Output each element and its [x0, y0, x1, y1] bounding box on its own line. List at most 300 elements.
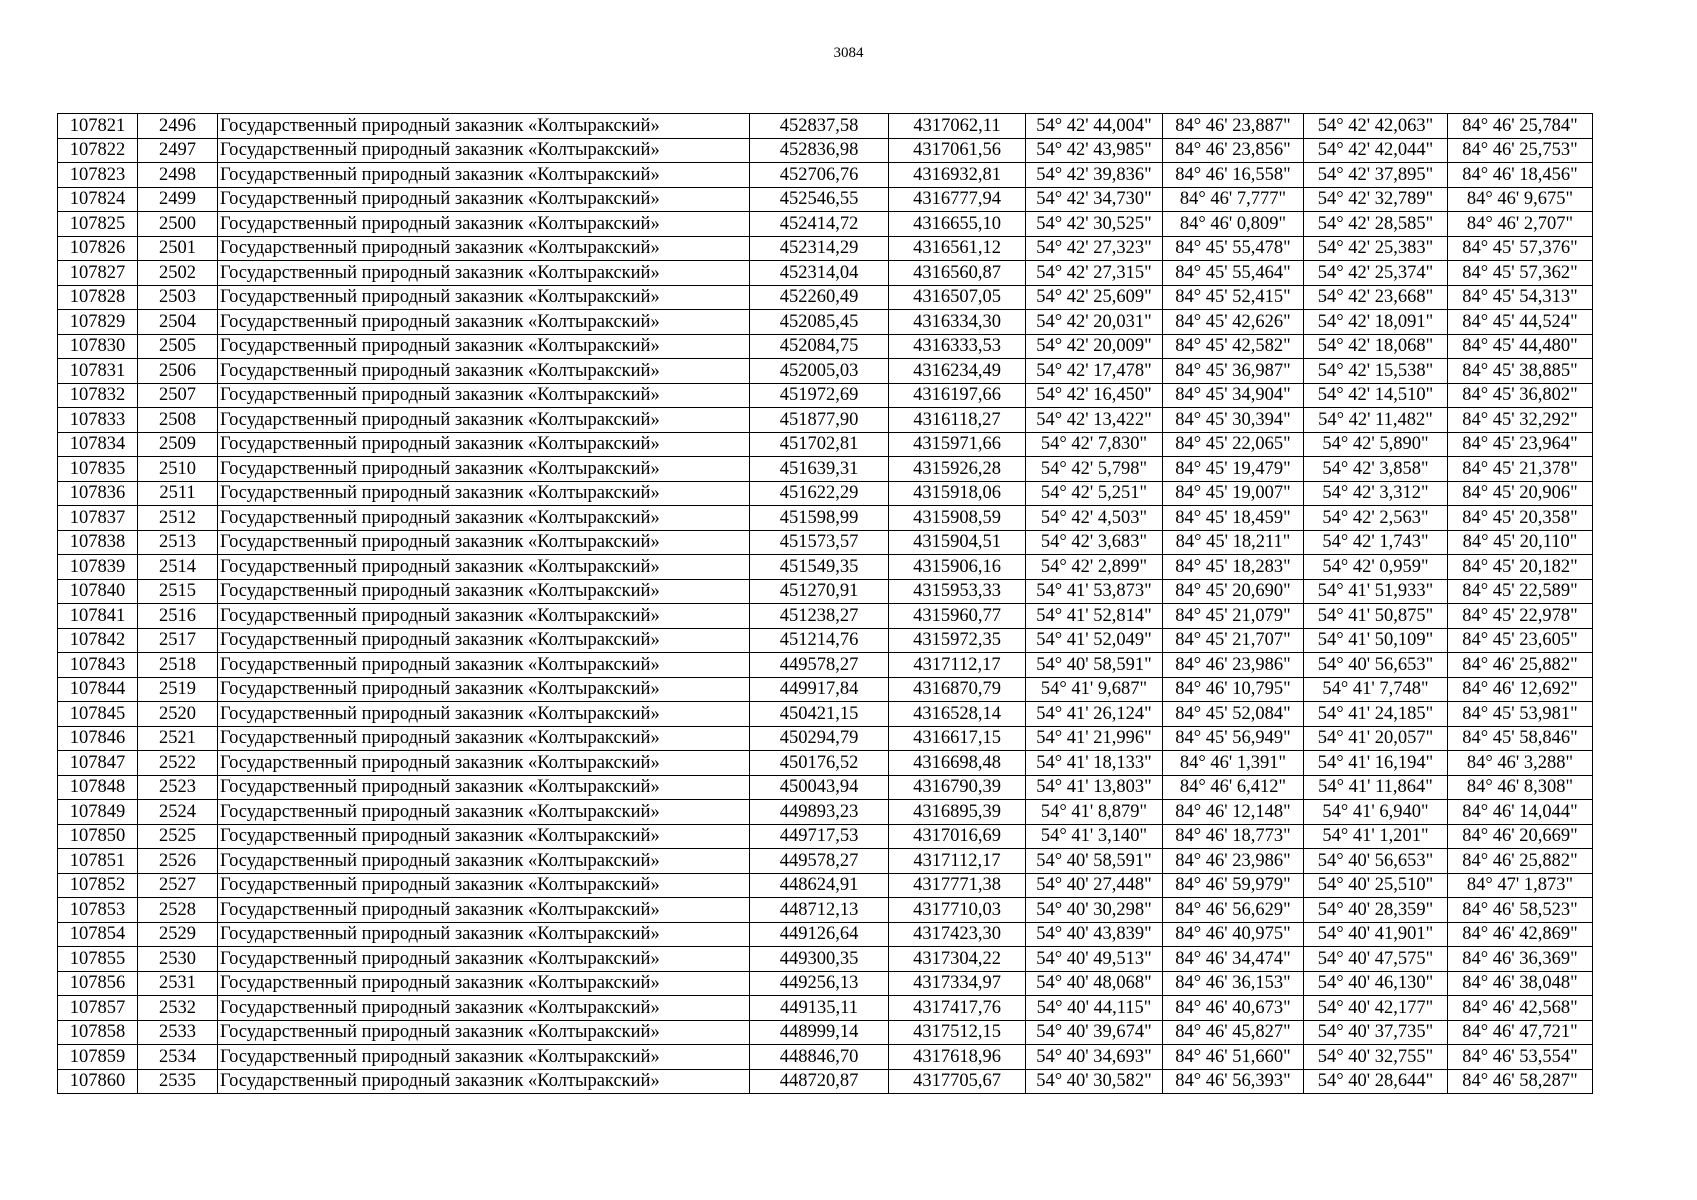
- y-coordinate-cell: 4317334,97: [889, 971, 1026, 996]
- latitude-2-cell: 54° 42' 15,538": [1304, 359, 1448, 384]
- x-coordinate-cell: 452085,45: [750, 310, 889, 335]
- record-id-cell: 107849: [58, 800, 138, 825]
- area-name-cell: Государственный природный заказник «Колтыракский»: [218, 1069, 750, 1094]
- latitude-2-cell: 54° 41' 24,185": [1304, 702, 1448, 727]
- latitude-2-cell: 54° 40' 28,359": [1304, 898, 1448, 923]
- x-coordinate-cell: 449717,53: [750, 824, 889, 849]
- area-name-cell: Государственный природный заказник «Колтыракский»: [218, 751, 750, 776]
- point-number-cell: 2514: [138, 555, 218, 580]
- table-row: [58, 236, 1593, 261]
- x-coordinate-cell: 451702,81: [750, 432, 889, 457]
- y-coordinate-cell: 4316234,49: [889, 359, 1026, 384]
- longitude-1-cell: 84° 46' 6,412": [1163, 775, 1304, 800]
- longitude-2-cell: 84° 45' 20,358": [1448, 506, 1593, 531]
- table-row: [58, 383, 1593, 408]
- x-coordinate-cell: 449578,27: [750, 653, 889, 678]
- record-id-cell: 107842: [58, 628, 138, 653]
- latitude-1-cell: 54° 42' 39,836": [1026, 163, 1163, 188]
- latitude-2-cell: 54° 40' 56,653": [1304, 849, 1448, 874]
- latitude-1-cell: 54° 41' 52,814": [1026, 604, 1163, 629]
- point-number-cell: 2522: [138, 751, 218, 776]
- longitude-1-cell: 84° 46' 10,795": [1163, 677, 1304, 702]
- longitude-1-cell: 84° 46' 34,474": [1163, 947, 1304, 972]
- longitude-2-cell: 84° 45' 53,981": [1448, 702, 1593, 727]
- record-id-cell: 107838: [58, 530, 138, 555]
- longitude-2-cell: 84° 45' 36,802": [1448, 383, 1593, 408]
- longitude-2-cell: 84° 45' 20,110": [1448, 530, 1593, 555]
- y-coordinate-cell: 4316507,05: [889, 285, 1026, 310]
- record-id-cell: 107860: [58, 1069, 138, 1094]
- point-number-cell: 2505: [138, 334, 218, 359]
- longitude-1-cell: 84° 45' 18,459": [1163, 506, 1304, 531]
- longitude-1-cell: 84° 45' 18,211": [1163, 530, 1304, 555]
- point-number-cell: 2525: [138, 824, 218, 849]
- longitude-2-cell: 84° 45' 44,480": [1448, 334, 1593, 359]
- longitude-1-cell: 84° 45' 52,415": [1163, 285, 1304, 310]
- y-coordinate-cell: 4316655,10: [889, 212, 1026, 237]
- longitude-1-cell: 84° 45' 52,084": [1163, 702, 1304, 727]
- coordinates-table: [57, 113, 1593, 1094]
- y-coordinate-cell: 4317512,15: [889, 1020, 1026, 1045]
- point-number-cell: 2529: [138, 922, 218, 947]
- table-row: [58, 898, 1593, 923]
- area-name-cell: Государственный природный заказник «Колтыракский»: [218, 187, 750, 212]
- y-coordinate-cell: 4316777,94: [889, 187, 1026, 212]
- x-coordinate-cell: 452005,03: [750, 359, 889, 384]
- table-row: [58, 555, 1593, 580]
- latitude-2-cell: 54° 41' 50,875": [1304, 604, 1448, 629]
- table-row: [58, 187, 1593, 212]
- latitude-2-cell: 54° 42' 3,312": [1304, 481, 1448, 506]
- y-coordinate-cell: 4315953,33: [889, 579, 1026, 604]
- y-coordinate-cell: 4315972,35: [889, 628, 1026, 653]
- x-coordinate-cell: 449893,23: [750, 800, 889, 825]
- longitude-2-cell: 84° 46' 58,523": [1448, 898, 1593, 923]
- point-number-cell: 2504: [138, 310, 218, 335]
- latitude-1-cell: 54° 40' 30,582": [1026, 1069, 1163, 1094]
- x-coordinate-cell: 451877,90: [750, 408, 889, 433]
- longitude-1-cell: 84° 46' 23,887": [1163, 114, 1304, 139]
- table-row: [58, 702, 1593, 727]
- point-number-cell: 2516: [138, 604, 218, 629]
- table-row: [58, 138, 1593, 163]
- longitude-2-cell: 84° 46' 58,287": [1448, 1069, 1593, 1094]
- longitude-2-cell: 84° 45' 20,182": [1448, 555, 1593, 580]
- y-coordinate-cell: 4317771,38: [889, 873, 1026, 898]
- latitude-1-cell: 54° 42' 44,004": [1026, 114, 1163, 139]
- point-number-cell: 2499: [138, 187, 218, 212]
- longitude-2-cell: 84° 45' 23,605": [1448, 628, 1593, 653]
- table-row: [58, 751, 1593, 776]
- x-coordinate-cell: 452546,55: [750, 187, 889, 212]
- table-row: [58, 481, 1593, 506]
- area-name-cell: Государственный природный заказник «Колтыракский»: [218, 873, 750, 898]
- table-row: [58, 996, 1593, 1021]
- record-id-cell: 107837: [58, 506, 138, 531]
- longitude-1-cell: 84° 45' 18,283": [1163, 555, 1304, 580]
- x-coordinate-cell: 449256,13: [750, 971, 889, 996]
- point-number-cell: 2517: [138, 628, 218, 653]
- table-row: [58, 604, 1593, 629]
- y-coordinate-cell: 4316895,39: [889, 800, 1026, 825]
- point-number-cell: 2496: [138, 114, 218, 139]
- record-id-cell: 107854: [58, 922, 138, 947]
- table-body: [58, 114, 1593, 1094]
- latitude-2-cell: 54° 40' 46,130": [1304, 971, 1448, 996]
- area-name-cell: Государственный природный заказник «Колтыракский»: [218, 261, 750, 286]
- longitude-1-cell: 84° 45' 55,464": [1163, 261, 1304, 286]
- page-number: 3084: [833, 45, 864, 61]
- x-coordinate-cell: 450176,52: [750, 751, 889, 776]
- point-number-cell: 2513: [138, 530, 218, 555]
- latitude-1-cell: 54° 42' 34,730": [1026, 187, 1163, 212]
- point-number-cell: 2527: [138, 873, 218, 898]
- longitude-2-cell: 84° 45' 44,524": [1448, 310, 1593, 335]
- x-coordinate-cell: 452314,29: [750, 236, 889, 261]
- latitude-1-cell: 54° 42' 2,899": [1026, 555, 1163, 580]
- longitude-1-cell: 84° 45' 56,949": [1163, 726, 1304, 751]
- x-coordinate-cell: 452084,75: [750, 334, 889, 359]
- record-id-cell: 107821: [58, 114, 138, 139]
- latitude-2-cell: 54° 42' 14,510": [1304, 383, 1448, 408]
- area-name-cell: Государственный природный заказник «Колтыракский»: [218, 310, 750, 335]
- point-number-cell: 2519: [138, 677, 218, 702]
- longitude-2-cell: 84° 46' 25,882": [1448, 653, 1593, 678]
- point-number-cell: 2515: [138, 579, 218, 604]
- longitude-1-cell: 84° 46' 23,986": [1163, 849, 1304, 874]
- area-name-cell: Государственный природный заказник «Колтыракский»: [218, 114, 750, 139]
- area-name-cell: Государственный природный заказник «Колтыракский»: [218, 800, 750, 825]
- point-number-cell: 2497: [138, 138, 218, 163]
- area-name-cell: Государственный природный заказник «Колтыракский»: [218, 383, 750, 408]
- latitude-2-cell: 54° 40' 25,510": [1304, 873, 1448, 898]
- area-name-cell: Государственный природный заказник «Колтыракский»: [218, 1045, 750, 1070]
- area-name-cell: Государственный природный заказник «Колтыракский»: [218, 996, 750, 1021]
- latitude-1-cell: 54° 41' 9,687": [1026, 677, 1163, 702]
- longitude-2-cell: 84° 46' 25,882": [1448, 849, 1593, 874]
- table-row: [58, 1045, 1593, 1070]
- table-row: [58, 212, 1593, 237]
- x-coordinate-cell: 451639,31: [750, 457, 889, 482]
- record-id-cell: 107844: [58, 677, 138, 702]
- point-number-cell: 2507: [138, 383, 218, 408]
- x-coordinate-cell: 452706,76: [750, 163, 889, 188]
- longitude-2-cell: 84° 47' 1,873": [1448, 873, 1593, 898]
- record-id-cell: 107831: [58, 359, 138, 384]
- point-number-cell: 2502: [138, 261, 218, 286]
- latitude-1-cell: 54° 41' 13,803": [1026, 775, 1163, 800]
- table-row: [58, 1020, 1593, 1045]
- point-number-cell: 2521: [138, 726, 218, 751]
- area-name-cell: Государственный природный заказник «Колтыракский»: [218, 1020, 750, 1045]
- x-coordinate-cell: 451622,29: [750, 481, 889, 506]
- y-coordinate-cell: 4315904,51: [889, 530, 1026, 555]
- record-id-cell: 107829: [58, 310, 138, 335]
- table-row: [58, 408, 1593, 433]
- point-number-cell: 2533: [138, 1020, 218, 1045]
- y-coordinate-cell: 4316197,66: [889, 383, 1026, 408]
- latitude-1-cell: 54° 40' 48,068": [1026, 971, 1163, 996]
- latitude-2-cell: 54° 41' 20,057": [1304, 726, 1448, 751]
- point-number-cell: 2530: [138, 947, 218, 972]
- longitude-2-cell: 84° 45' 32,292": [1448, 408, 1593, 433]
- longitude-1-cell: 84° 45' 42,582": [1163, 334, 1304, 359]
- point-number-cell: 2512: [138, 506, 218, 531]
- longitude-1-cell: 84° 46' 56,393": [1163, 1069, 1304, 1094]
- latitude-2-cell: 54° 41' 11,864": [1304, 775, 1448, 800]
- latitude-1-cell: 54° 40' 49,513": [1026, 947, 1163, 972]
- record-id-cell: 107843: [58, 653, 138, 678]
- record-id-cell: 107850: [58, 824, 138, 849]
- latitude-2-cell: 54° 40' 47,575": [1304, 947, 1448, 972]
- table-row: [58, 873, 1593, 898]
- latitude-1-cell: 54° 40' 39,674": [1026, 1020, 1163, 1045]
- table-row: [58, 800, 1593, 825]
- y-coordinate-cell: 4317705,67: [889, 1069, 1026, 1094]
- longitude-1-cell: 84° 46' 40,975": [1163, 922, 1304, 947]
- longitude-2-cell: 84° 46' 36,369": [1448, 947, 1593, 972]
- table-row: [58, 824, 1593, 849]
- record-id-cell: 107834: [58, 432, 138, 457]
- latitude-2-cell: 54° 42' 5,890": [1304, 432, 1448, 457]
- y-coordinate-cell: 4316334,30: [889, 310, 1026, 335]
- x-coordinate-cell: 451214,76: [750, 628, 889, 653]
- x-coordinate-cell: 448712,13: [750, 898, 889, 923]
- point-number-cell: 2501: [138, 236, 218, 261]
- table-row: [58, 114, 1593, 139]
- table-row: [58, 849, 1593, 874]
- record-id-cell: 107853: [58, 898, 138, 923]
- latitude-1-cell: 54° 42' 17,478": [1026, 359, 1163, 384]
- latitude-1-cell: 54° 40' 27,448": [1026, 873, 1163, 898]
- x-coordinate-cell: 452260,49: [750, 285, 889, 310]
- latitude-1-cell: 54° 41' 52,049": [1026, 628, 1163, 653]
- x-coordinate-cell: 451549,35: [750, 555, 889, 580]
- x-coordinate-cell: 448624,91: [750, 873, 889, 898]
- record-id-cell: 107824: [58, 187, 138, 212]
- latitude-2-cell: 54° 40' 56,653": [1304, 653, 1448, 678]
- x-coordinate-cell: 449917,84: [750, 677, 889, 702]
- area-name-cell: Государственный природный заказник «Колтыракский»: [218, 212, 750, 237]
- x-coordinate-cell: 452836,98: [750, 138, 889, 163]
- latitude-2-cell: 54° 42' 37,895": [1304, 163, 1448, 188]
- y-coordinate-cell: 4317062,11: [889, 114, 1026, 139]
- table-row: [58, 334, 1593, 359]
- latitude-1-cell: 54° 41' 26,124": [1026, 702, 1163, 727]
- point-number-cell: 2506: [138, 359, 218, 384]
- table-row: [58, 628, 1593, 653]
- area-name-cell: Государственный природный заказник «Колтыракский»: [218, 898, 750, 923]
- table-row: [58, 285, 1593, 310]
- record-id-cell: 107825: [58, 212, 138, 237]
- latitude-2-cell: 54° 42' 11,482": [1304, 408, 1448, 433]
- record-id-cell: 107826: [58, 236, 138, 261]
- point-number-cell: 2532: [138, 996, 218, 1021]
- y-coordinate-cell: 4317016,69: [889, 824, 1026, 849]
- x-coordinate-cell: 449300,35: [750, 947, 889, 972]
- latitude-2-cell: 54° 40' 41,901": [1304, 922, 1448, 947]
- table-row: [58, 653, 1593, 678]
- area-name-cell: Государственный природный заказник «Колтыракский»: [218, 359, 750, 384]
- y-coordinate-cell: 4316698,48: [889, 751, 1026, 776]
- latitude-1-cell: 54° 41' 18,133": [1026, 751, 1163, 776]
- latitude-2-cell: 54° 41' 7,748": [1304, 677, 1448, 702]
- longitude-1-cell: 84° 45' 36,987": [1163, 359, 1304, 384]
- latitude-1-cell: 54° 41' 53,873": [1026, 579, 1163, 604]
- area-name-cell: Государственный природный заказник «Колтыракский»: [218, 653, 750, 678]
- longitude-1-cell: 84° 46' 0,809": [1163, 212, 1304, 237]
- area-name-cell: Государственный природный заказник «Колтыракский»: [218, 457, 750, 482]
- x-coordinate-cell: 451238,27: [750, 604, 889, 629]
- longitude-2-cell: 84° 46' 14,044": [1448, 800, 1593, 825]
- longitude-2-cell: 84° 45' 22,589": [1448, 579, 1593, 604]
- longitude-1-cell: 84° 46' 23,856": [1163, 138, 1304, 163]
- x-coordinate-cell: 450043,94: [750, 775, 889, 800]
- latitude-1-cell: 54° 40' 43,839": [1026, 922, 1163, 947]
- latitude-2-cell: 54° 40' 28,644": [1304, 1069, 1448, 1094]
- area-name-cell: Государственный природный заказник «Колтыракский»: [218, 506, 750, 531]
- point-number-cell: 2511: [138, 481, 218, 506]
- x-coordinate-cell: 448846,70: [750, 1045, 889, 1070]
- table-row: [58, 726, 1593, 751]
- longitude-2-cell: 84° 46' 2,707": [1448, 212, 1593, 237]
- record-id-cell: 107828: [58, 285, 138, 310]
- longitude-1-cell: 84° 46' 56,629": [1163, 898, 1304, 923]
- table-row: [58, 432, 1593, 457]
- point-number-cell: 2523: [138, 775, 218, 800]
- latitude-1-cell: 54° 40' 34,693": [1026, 1045, 1163, 1070]
- y-coordinate-cell: 4316932,81: [889, 163, 1026, 188]
- longitude-2-cell: 84° 46' 25,753": [1448, 138, 1593, 163]
- record-id-cell: 107822: [58, 138, 138, 163]
- latitude-2-cell: 54° 41' 1,201": [1304, 824, 1448, 849]
- y-coordinate-cell: 4315971,66: [889, 432, 1026, 457]
- x-coordinate-cell: 449135,11: [750, 996, 889, 1021]
- longitude-1-cell: 84° 46' 36,153": [1163, 971, 1304, 996]
- area-name-cell: Государственный природный заказник «Колтыракский»: [218, 236, 750, 261]
- table-row: [58, 506, 1593, 531]
- point-number-cell: 2498: [138, 163, 218, 188]
- longitude-1-cell: 84° 45' 19,479": [1163, 457, 1304, 482]
- point-number-cell: 2500: [138, 212, 218, 237]
- longitude-2-cell: 84° 45' 23,964": [1448, 432, 1593, 457]
- area-name-cell: Государственный природный заказник «Колтыракский»: [218, 947, 750, 972]
- record-id-cell: 107836: [58, 481, 138, 506]
- record-id-cell: 107857: [58, 996, 138, 1021]
- longitude-1-cell: 84° 46' 7,777": [1163, 187, 1304, 212]
- latitude-1-cell: 54° 42' 30,525": [1026, 212, 1163, 237]
- x-coordinate-cell: 449578,27: [750, 849, 889, 874]
- longitude-1-cell: 84° 46' 59,979": [1163, 873, 1304, 898]
- y-coordinate-cell: 4317618,96: [889, 1045, 1026, 1070]
- latitude-1-cell: 54° 42' 27,323": [1026, 236, 1163, 261]
- longitude-2-cell: 84° 45' 57,362": [1448, 261, 1593, 286]
- latitude-1-cell: 54° 42' 27,315": [1026, 261, 1163, 286]
- longitude-1-cell: 84° 46' 40,673": [1163, 996, 1304, 1021]
- longitude-1-cell: 84° 46' 16,558": [1163, 163, 1304, 188]
- longitude-1-cell: 84° 45' 22,065": [1163, 432, 1304, 457]
- longitude-1-cell: 84° 46' 12,148": [1163, 800, 1304, 825]
- record-id-cell: 107856: [58, 971, 138, 996]
- latitude-1-cell: 54° 41' 3,140": [1026, 824, 1163, 849]
- area-name-cell: Государственный природный заказник «Колтыракский»: [218, 775, 750, 800]
- point-number-cell: 2509: [138, 432, 218, 457]
- record-id-cell: 107833: [58, 408, 138, 433]
- latitude-1-cell: 54° 40' 58,591": [1026, 653, 1163, 678]
- y-coordinate-cell: 4315960,77: [889, 604, 1026, 629]
- longitude-1-cell: 84° 45' 21,079": [1163, 604, 1304, 629]
- y-coordinate-cell: 4316118,27: [889, 408, 1026, 433]
- area-name-cell: Государственный природный заказник «Колтыракский»: [218, 971, 750, 996]
- area-name-cell: Государственный природный заказник «Колтыракский»: [218, 726, 750, 751]
- point-number-cell: 2535: [138, 1069, 218, 1094]
- latitude-2-cell: 54° 42' 25,374": [1304, 261, 1448, 286]
- latitude-2-cell: 54° 42' 42,063": [1304, 114, 1448, 139]
- y-coordinate-cell: 4317423,30: [889, 922, 1026, 947]
- latitude-2-cell: 54° 42' 1,743": [1304, 530, 1448, 555]
- area-name-cell: Государственный природный заказник «Колтыракский»: [218, 432, 750, 457]
- point-number-cell: 2518: [138, 653, 218, 678]
- record-id-cell: 107859: [58, 1045, 138, 1070]
- record-id-cell: 107846: [58, 726, 138, 751]
- longitude-1-cell: 84° 46' 45,827": [1163, 1020, 1304, 1045]
- latitude-1-cell: 54° 42' 43,985": [1026, 138, 1163, 163]
- x-coordinate-cell: 448999,14: [750, 1020, 889, 1045]
- x-coordinate-cell: 452837,58: [750, 114, 889, 139]
- longitude-1-cell: 84° 45' 21,707": [1163, 628, 1304, 653]
- record-id-cell: 107827: [58, 261, 138, 286]
- table-row: [58, 922, 1593, 947]
- y-coordinate-cell: 4317061,56: [889, 138, 1026, 163]
- y-coordinate-cell: 4316333,53: [889, 334, 1026, 359]
- y-coordinate-cell: 4317112,17: [889, 849, 1026, 874]
- point-number-cell: 2503: [138, 285, 218, 310]
- x-coordinate-cell: 448720,87: [750, 1069, 889, 1094]
- record-id-cell: 107851: [58, 849, 138, 874]
- y-coordinate-cell: 4315926,28: [889, 457, 1026, 482]
- table-row: [58, 971, 1593, 996]
- latitude-1-cell: 54° 42' 25,609": [1026, 285, 1163, 310]
- latitude-2-cell: 54° 42' 0,959": [1304, 555, 1448, 580]
- longitude-2-cell: 84° 45' 22,978": [1448, 604, 1593, 629]
- latitude-2-cell: 54° 42' 32,789": [1304, 187, 1448, 212]
- area-name-cell: Государственный природный заказник «Колтыракский»: [218, 408, 750, 433]
- area-name-cell: Государственный природный заказник «Колтыракский»: [218, 849, 750, 874]
- record-id-cell: 107848: [58, 775, 138, 800]
- x-coordinate-cell: 450421,15: [750, 702, 889, 727]
- longitude-2-cell: 84° 45' 58,846": [1448, 726, 1593, 751]
- latitude-1-cell: 54° 42' 4,503": [1026, 506, 1163, 531]
- latitude-1-cell: 54° 42' 3,683": [1026, 530, 1163, 555]
- y-coordinate-cell: 4316560,87: [889, 261, 1026, 286]
- latitude-2-cell: 54° 42' 42,044": [1304, 138, 1448, 163]
- table-row: [58, 530, 1593, 555]
- y-coordinate-cell: 4316790,39: [889, 775, 1026, 800]
- y-coordinate-cell: 4316870,79: [889, 677, 1026, 702]
- record-id-cell: 107855: [58, 947, 138, 972]
- longitude-2-cell: 84° 46' 38,048": [1448, 971, 1593, 996]
- y-coordinate-cell: 4316561,12: [889, 236, 1026, 261]
- latitude-2-cell: 54° 41' 51,933": [1304, 579, 1448, 604]
- latitude-2-cell: 54° 40' 42,177": [1304, 996, 1448, 1021]
- x-coordinate-cell: 449126,64: [750, 922, 889, 947]
- table-row: [58, 310, 1593, 335]
- y-coordinate-cell: 4315906,16: [889, 555, 1026, 580]
- x-coordinate-cell: 452314,04: [750, 261, 889, 286]
- record-id-cell: 107858: [58, 1020, 138, 1045]
- point-number-cell: 2526: [138, 849, 218, 874]
- latitude-1-cell: 54° 42' 5,251": [1026, 481, 1163, 506]
